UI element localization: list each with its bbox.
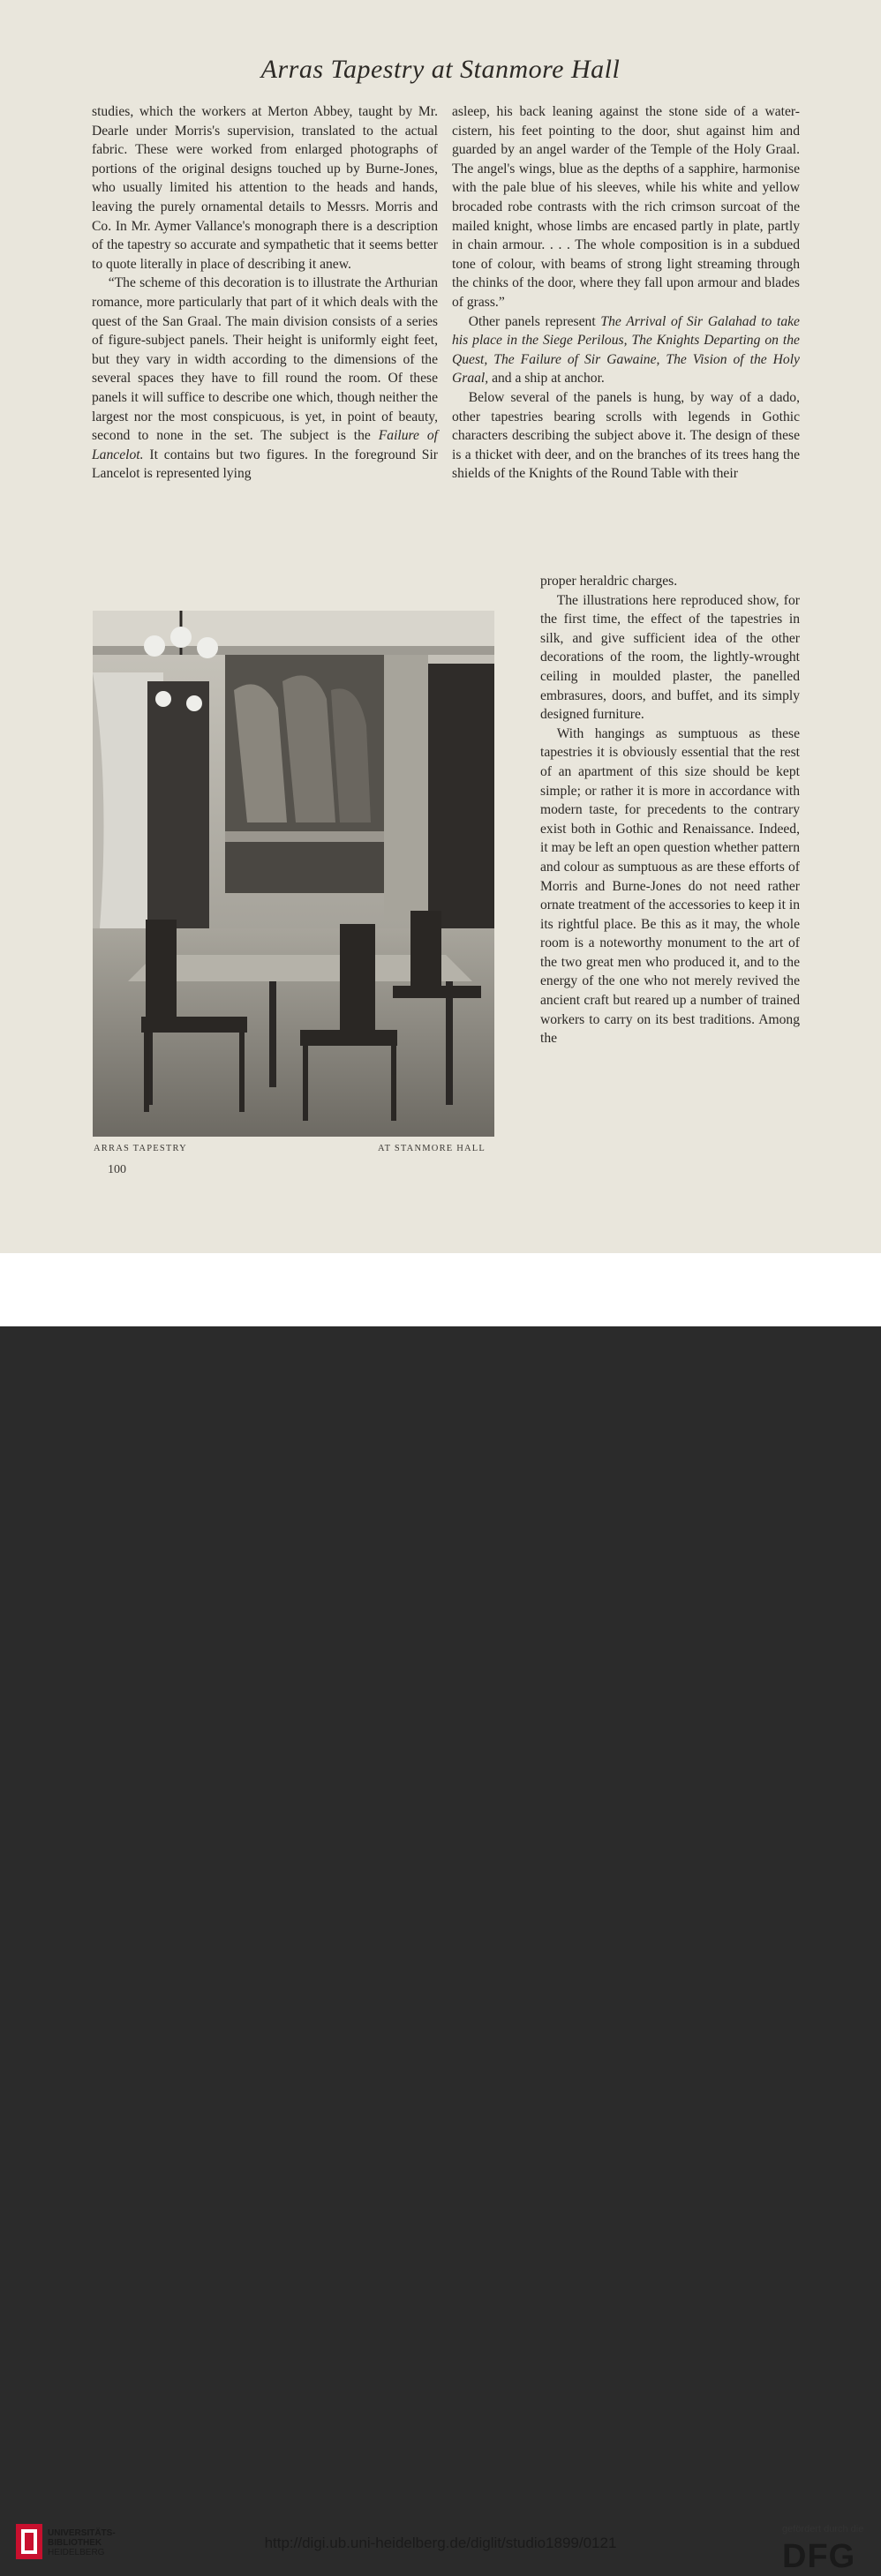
left-column <box>92 102 438 484</box>
paragraph: The illustrations here reproduced show, for the first time, the effect of the tapestries in silk, and give sufficient idea of the other decorations of the room, the lightly-wrought ceiling in moulded plaster, the panelled embrasures, doors, and buffet, and its simply designed furniture. <box>540 592 800 723</box>
page <box>0 0 881 1253</box>
italic-title: The Vision of the Holy Graal, <box>452 351 800 387</box>
paragraph <box>92 274 438 484</box>
paragraph: Below several of the panels is hung, by way of a dado, other tapestries bearing scrolls with legends in Gothic characters describing the subject above it. The design of these is a thicket with deer, and on the branches of its trees hang the shields of the Knights of the Round Table with their <box>452 389 800 482</box>
italic-title: The Knights Departing on the Quest, <box>452 333 800 367</box>
right-column-lower <box>540 572 800 1048</box>
italic-title: The Arrival of Sir Galahad to take his place in the Siege Perilous, <box>452 313 800 349</box>
caption-left: ARRAS TAPESTRY <box>94 1144 187 1153</box>
paragraph-text: and a ship at anchor. <box>492 371 605 387</box>
page-title: Arras Tapestry at Stanmore Hall <box>260 55 621 84</box>
paragraph-text: Other panels represent <box>468 313 596 329</box>
dining-room-illustration <box>93 611 494 1137</box>
paragraph: proper heraldric charges. <box>540 574 678 589</box>
paragraph <box>452 312 800 388</box>
caption-right: AT STANMORE HALL <box>378 1144 486 1153</box>
dfg-logo: DFG <box>782 2538 856 2575</box>
digitization-footer <box>0 1253 881 2575</box>
paragraph: asleep, his back leaning against the stone side of a water-cistern, his feet pointing to the door, shut against him and guarded by an angel warder of the Temple of the Holy Graal. The angel's wings, blue as the depths of a sapphire, harmonise with the pale blue of his sleeves, while his white and yellow brocaded robe contrasts with the rich crimson surcoat of the mailed knight, whose limbs are encased partly in plate, partly in chain armour. . . . The whole composition is in a subdued tone of colour, with beams of strong light streaming through the chinks of the door, where they fall upon armour and blades of grass.” <box>452 104 800 310</box>
library-line: HEIDELBERG <box>48 2548 105 2557</box>
paragraph: studies, which the workers at Merton Abbey, taught by Mr. Dearle under Morris's supervision, translated to the actual fabric. These were worked from enlarged photographs of portions of the original designs touched up by Burne-Jones, who usually limited his attention to the heads and hands, leaving the purely ornamental details to Messrs. Morris and Co. In Mr. Aymer Vallance's monograph there is a description of the tapestry so accurate and sympathetic that it seems better to quote literally in place of describing it anew. <box>92 104 438 272</box>
funded-by-label: gefördert durch die <box>782 2524 864 2535</box>
italic-title: The Failure of Sir Gawaine, <box>493 351 660 367</box>
page-number: 100 <box>108 1163 126 1176</box>
library-line: BIBLIOTHEK <box>48 2538 102 2548</box>
paragraph-text: “The scheme of this decoration is to illustrate the Arthurian romance, more particularly that part of it which deals with the quest of the San Graal. The main division consists of a series of figure-subject panels. Their height is uniformly eight feet, but they vary in width according to the dimensions of the several spaces they have to fill round the room. Of these panels it will suffice to describe one which, though neither the largest nor the most conspicuous, is yet, in point of beauty, second to none in the set. The subject is the <box>92 275 438 444</box>
italic-title: Failure of Lancelot. <box>92 428 438 462</box>
paragraph-text: It contains but two figures. In the foreground Sir Lancelot is represented lying <box>92 447 438 482</box>
source-url-link[interactable]: http://digi.ub.uni-heidelberg.de/diglit/studio1899/0121 <box>264 2535 617 2551</box>
right-column <box>452 102 800 484</box>
library-line: UNIVERSITÄTS- <box>48 2528 116 2538</box>
paragraph: With hangings as sumptuous as these tapestries it is obviously essential that the rest of an apartment of this size should be kept simple; or rather it is more in accordance with modern taste, for precedents to the contrary exist both in Gothic and Renaissance. Indeed, it may be left an open question whether pattern and colour as sumptuous as are these efforts of Morris and Burne-Jones do not need rather ornate treatment of the accessories to keep it in its rightful place. Be this as it may, the whole room is a noteworthy monument to the art of the two great men who produced it, and to the energy of the one who not merely revived the ancient craft but reared up a number of trained workers to carry on its best traditions. Among the <box>540 725 800 1047</box>
tapestry-photograph <box>93 611 494 1137</box>
